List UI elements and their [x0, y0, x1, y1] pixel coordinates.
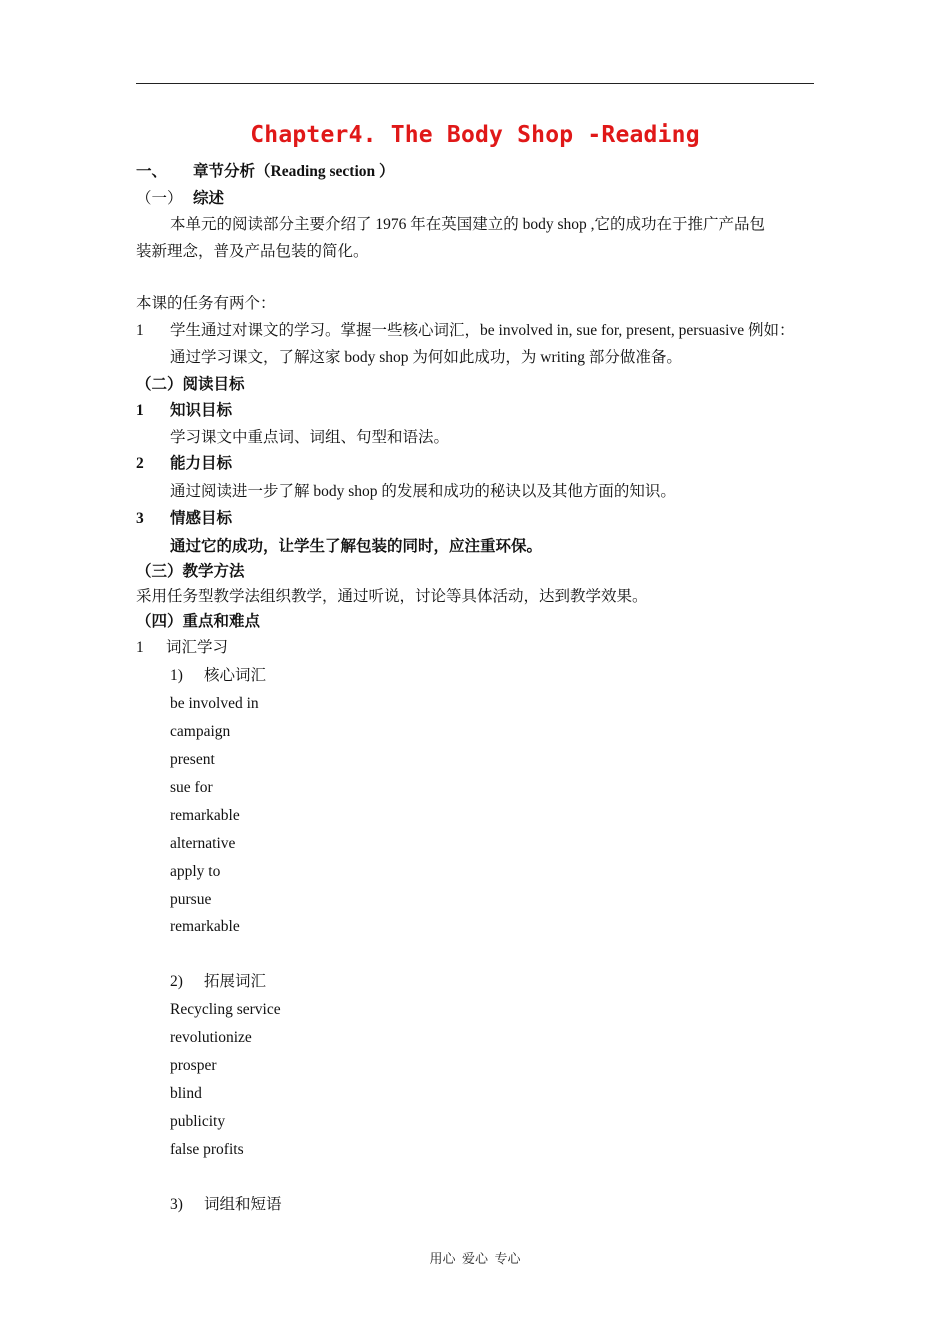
goal-emotion-heading [136, 509, 232, 529]
overview-line-1: 本单元的阅读部分主要介绍了 1976 年在英国建立的 body shop ,它的成功在于推广产品包 [170, 216, 766, 233]
vocab-word: alternative [170, 835, 236, 852]
vocab-word: false profits [170, 1141, 244, 1158]
list-label: 词组和短语 [204, 1196, 282, 1213]
goal-number: 1 [136, 402, 144, 419]
list-number: 1) [170, 667, 183, 684]
vocab-word: remarkable [170, 807, 240, 824]
page-footer: 用心 爱心 专心 [429, 1251, 521, 1266]
vocab-word: publicity [170, 1113, 226, 1130]
vocab-word: remarkable [170, 918, 240, 935]
vocab-word: sue for [170, 779, 213, 796]
task-number: 1 [136, 322, 144, 339]
list-number: 3) [170, 1196, 183, 1213]
section-heading-1 [136, 162, 395, 182]
subsection-overview [136, 189, 224, 209]
goal-ability-heading [136, 454, 232, 474]
goal-number: 3 [136, 510, 144, 527]
vocab-word: blind [170, 1085, 202, 1102]
vocab-number: 1 [136, 639, 144, 656]
task-1-continuation: 通过学习课文，了解这家 body shop 为何如此成功，为 writing 部分做准备。 [170, 349, 682, 366]
vocab-word: present [170, 751, 215, 768]
goal-label: 情感目标 [170, 510, 233, 527]
goal-number: 2 [136, 455, 144, 472]
ext-vocab-heading [170, 972, 266, 992]
subsection-teaching-method: （三）教学方法 [136, 563, 245, 580]
subsection-key-points: （四）重点和难点 [136, 613, 261, 630]
goal-ability-text: 通过阅读进一步了解 body shop 的发展和成功的秘诀以及其他方面的知识。 [170, 483, 676, 500]
vocab-label: 词汇学习 [166, 639, 229, 656]
tasks-intro: 本课的任务有两个： [136, 295, 276, 312]
vocab-word: be involved in [170, 695, 259, 712]
section-label: 章节分析（Reading section ） [193, 163, 395, 180]
goal-label: 能力目标 [170, 455, 233, 472]
vocab-word: Recycling service [170, 1001, 281, 1018]
task-1 [136, 321, 794, 341]
vocab-word: campaign [170, 723, 231, 740]
subsection-number: （一） [136, 190, 183, 207]
overview-line-2: 装新理念，普及产品包装的简化。 [136, 243, 369, 260]
goal-emotion-text: 通过它的成功，让学生了解包装的同时，应注重环保。 [170, 538, 543, 555]
subsection-label: 综述 [193, 190, 225, 207]
goal-knowledge-heading [136, 401, 232, 421]
section-number: 一、 [136, 163, 168, 180]
vocab-heading [136, 638, 228, 658]
vocab-word: pursue [170, 891, 212, 908]
vocab-word: apply to [170, 863, 221, 880]
list-label: 拓展词汇 [204, 973, 267, 990]
page-title: Chapter4. The Body Shop -Reading [250, 122, 700, 148]
task-text: 学生通过对课文的学习。掌握一些核心词汇，be involved in, sue for, present, persuasive 例如： [170, 322, 795, 339]
goal-label: 知识目标 [170, 402, 233, 419]
list-label: 核心词汇 [204, 667, 267, 684]
core-vocab-heading [170, 666, 266, 686]
vocab-word: revolutionize [170, 1029, 252, 1046]
vocab-word: prosper [170, 1057, 217, 1074]
list-number: 2) [170, 973, 183, 990]
goal-knowledge-text: 学习课文中重点词、词组、句型和语法。 [170, 429, 450, 446]
phrases-heading [170, 1195, 282, 1215]
teaching-method-text: 采用任务型教学法组织教学，通过听说，讨论等具体活动，达到教学效果。 [136, 588, 648, 605]
header-rule [136, 83, 814, 84]
subsection-reading-goals: （二）阅读目标 [136, 376, 245, 393]
